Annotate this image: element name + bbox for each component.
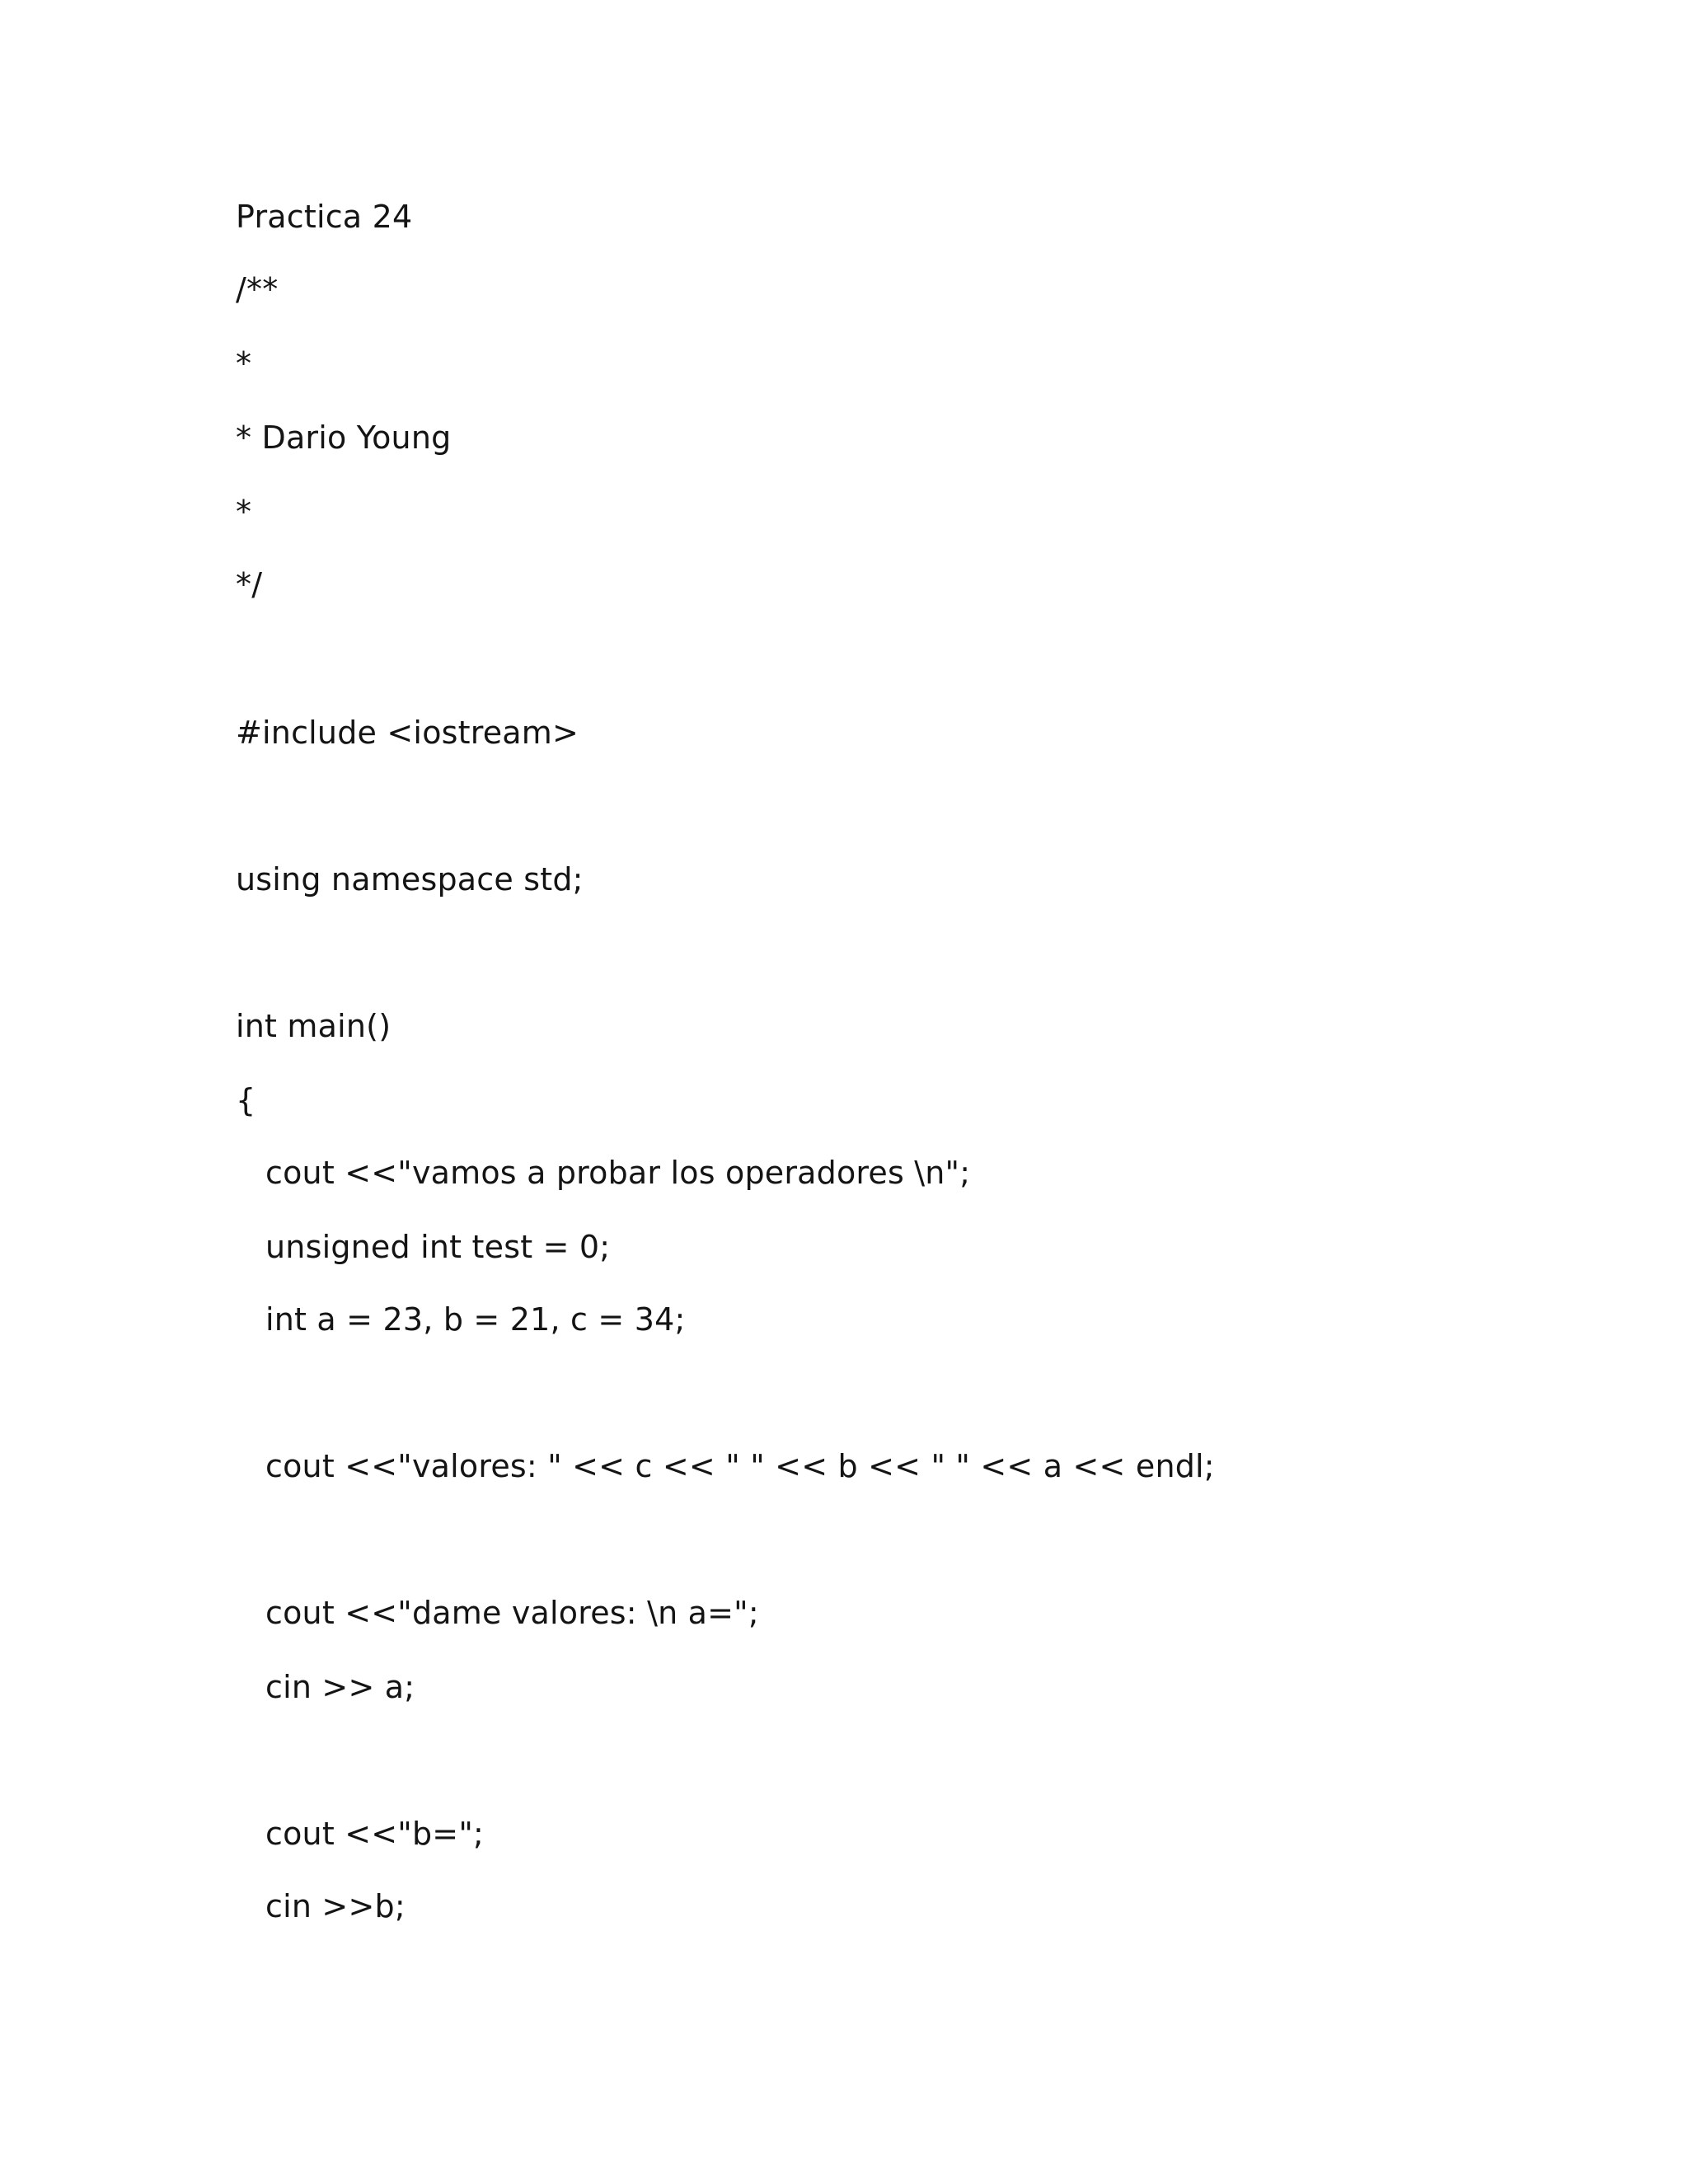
code-line-cout-valores: cout <<"valores: " << c << " " << b << " " << a << endl; <box>265 1448 1215 1484</box>
main-signature: int main() <box>236 1008 392 1044</box>
code-line-cout-dame: cout <<"dame valores: \n a="; <box>265 1595 759 1631</box>
document-title: Practica 24 <box>236 199 413 235</box>
code-line-cout-b: cout <<"b="; <box>265 1816 485 1852</box>
open-brace: { <box>236 1082 256 1118</box>
comment-line: * <box>236 345 252 382</box>
comment-close: */ <box>236 566 263 602</box>
using-namespace: using namespace std; <box>236 861 584 898</box>
comment-open: /** <box>236 271 279 307</box>
code-line-cin-a: cin >> a; <box>265 1669 415 1705</box>
code-line-int-abc: int a = 23, b = 21, c = 34; <box>265 1301 686 1338</box>
code-line-cout-vamos: cout <<"vamos a probar los operadores \n"; <box>265 1155 971 1191</box>
comment-line: * <box>236 494 252 530</box>
comment-author: * Dario Young <box>236 419 452 456</box>
code-line-cin-b: cin >>b; <box>265 1888 406 1924</box>
include-directive: #include <iostream> <box>236 715 579 751</box>
code-line-unsigned: unsigned int test = 0; <box>265 1229 611 1265</box>
